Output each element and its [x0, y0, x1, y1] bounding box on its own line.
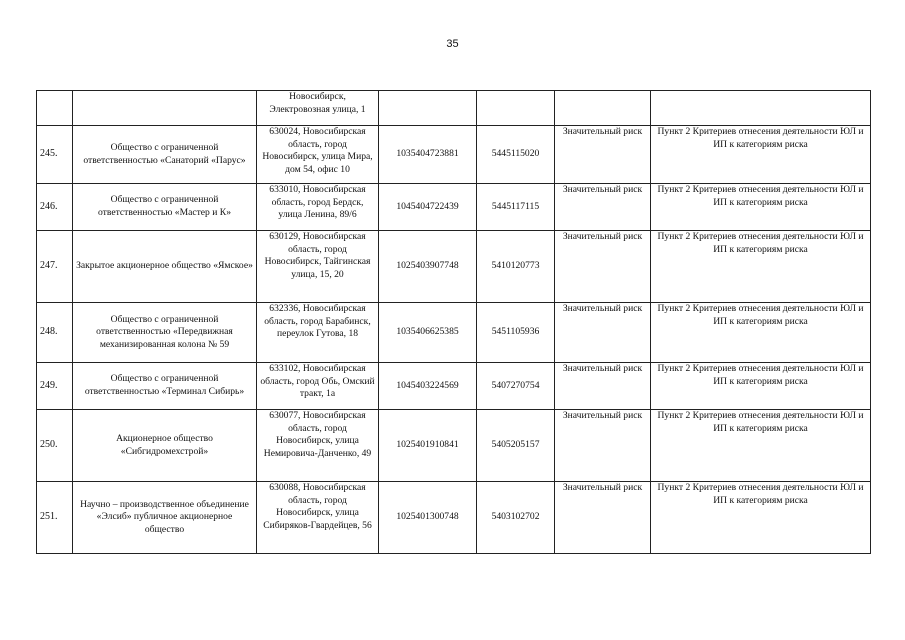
table-row [37, 231, 871, 303]
risk-basis: Пункт 2 Критериев отнесения деятельности ЮЛ и ИП к категориям риска [651, 184, 871, 231]
row-number: 249. [37, 363, 73, 410]
risk-category: Значительный риск [555, 482, 651, 554]
organization-name: Общество с ограниченной ответственностью «Терминал Сибирь» [73, 363, 257, 410]
table-row [37, 184, 871, 231]
address-cell: 630088, Новосибирская область, город Новосибирск, улица Сибиряков-Гвардейцев, 56 [257, 482, 379, 554]
risk-category: Значительный риск [555, 126, 651, 184]
risk-basis: Пункт 2 Критериев отнесения деятельности ЮЛ и ИП к категориям риска [651, 231, 871, 303]
ogrn-cell: 1025401910841 [379, 410, 477, 482]
ogrn-cell: 1035404723881 [379, 126, 477, 184]
risk-category: Значительный риск [555, 410, 651, 482]
row-number: 251. [37, 482, 73, 554]
address-cell: 633010, Новосибирская область, город Бердск, улица Ленина, 89/6 [257, 184, 379, 231]
organization-name: Акционерное общество «Сибгидромехстрой» [73, 410, 257, 482]
address-cell: 633102, Новосибирская область, город Обь, Омский тракт, 1а [257, 363, 379, 410]
organization-name: Закрытое акционерное общество «Ямское» [73, 231, 257, 303]
risk-basis: Пункт 2 Критериев отнесения деятельности ЮЛ и ИП к категориям риска [651, 303, 871, 363]
inn-cell: 5410120773 [477, 231, 555, 303]
table-row [37, 482, 871, 554]
risk-basis: Пункт 2 Критериев отнесения деятельности ЮЛ и ИП к категориям риска [651, 363, 871, 410]
risk-category: Значительный риск [555, 303, 651, 363]
ogrn-cell: 1045404722439 [379, 184, 477, 231]
row-number: 246. [37, 184, 73, 231]
address-cell: 632336, Новосибирская область, город Барабинск, переулок Гутова, 18 [257, 303, 379, 363]
row-number: 250. [37, 410, 73, 482]
inn-cell: 5445115020 [477, 126, 555, 184]
table-row [37, 410, 871, 482]
inn-cell: 5451105936 [477, 303, 555, 363]
organization-name: Общество с ограниченной ответственностью «Санаторий «Парус» [73, 126, 257, 184]
row-number: 245. [37, 126, 73, 184]
table-row [37, 126, 871, 184]
risk-category: Значительный риск [555, 363, 651, 410]
risk-category: Значительный риск [555, 231, 651, 303]
inn-cell: 5403102702 [477, 482, 555, 554]
inn-cell: 5445117115 [477, 184, 555, 231]
inn-cell: 5407270754 [477, 363, 555, 410]
organization-name: Научно – производственное объединение «Элсиб» публичное акционерное общество [73, 482, 257, 554]
address-cell: 630077, Новосибирская область, город Новосибирск, улица Немировича-Данченко, 49 [257, 410, 379, 482]
row-number: 247. [37, 231, 73, 303]
risk-basis: Пункт 2 Критериев отнесения деятельности ЮЛ и ИП к категориям риска [651, 126, 871, 184]
table-row-continuation [37, 91, 871, 126]
ogrn-cell: 1025401300748 [379, 482, 477, 554]
risk-category: Значительный риск [555, 184, 651, 231]
ogrn-cell: 1035406625385 [379, 303, 477, 363]
table-row [37, 363, 871, 410]
address-cell: Новосибирск, Электровозная улица, 1 [257, 91, 379, 126]
ogrn-cell: 1025403907748 [379, 231, 477, 303]
risk-basis: Пункт 2 Критериев отнесения деятельности ЮЛ и ИП к категориям риска [651, 482, 871, 554]
table-row [37, 303, 871, 363]
risk-basis: Пункт 2 Критериев отнесения деятельности ЮЛ и ИП к категориям риска [651, 410, 871, 482]
inn-cell: 5405205157 [477, 410, 555, 482]
page-number: 35 [446, 38, 459, 50]
organization-name: Общество с ограниченной ответственностью «Мастер и К» [73, 184, 257, 231]
ogrn-cell: 1045403224569 [379, 363, 477, 410]
row-number: 248. [37, 303, 73, 363]
address-cell: 630024, Новосибирская область, город Новосибирск, улица Мира, дом 54, офис 10 [257, 126, 379, 184]
risk-registry-table [36, 90, 871, 554]
address-cell: 630129, Новосибирская область, город Новосибирск, Тайгинская улица, 15, 20 [257, 231, 379, 303]
organization-name: Общество с ограниченной ответственностью «Передвижная механизированная колона № 59 [73, 303, 257, 363]
